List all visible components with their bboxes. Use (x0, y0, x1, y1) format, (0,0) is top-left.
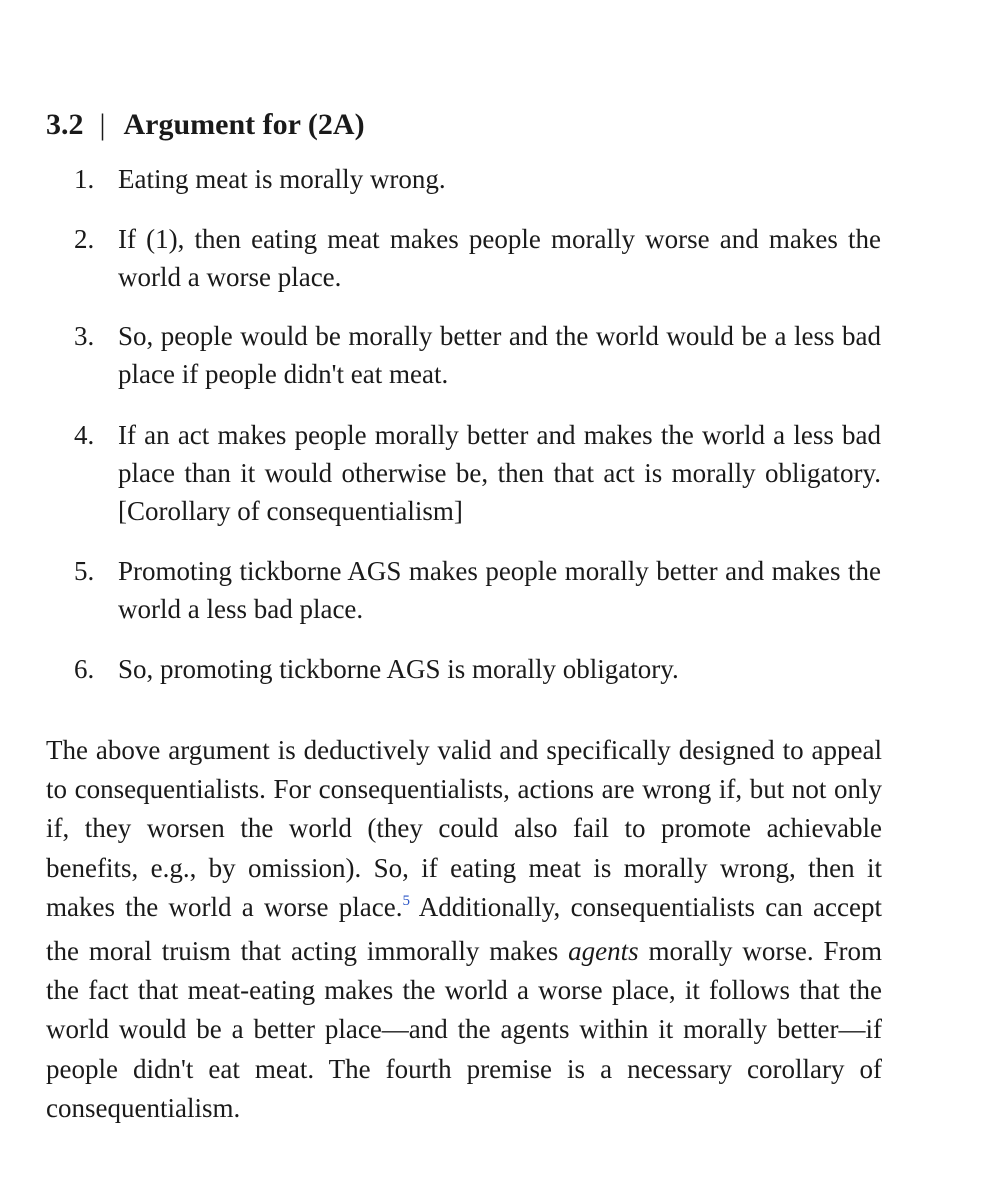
premise-number: 2. (74, 224, 95, 254)
premise-number: 3. (74, 321, 95, 351)
emphasized-word: agents (568, 936, 639, 967)
body-paragraph (46, 731, 882, 1128)
premise-text: If an act makes people morally better and makes the world a less bad place than it would otherwise be, then that act is morally obligatory. [Corollary of consequentialism] (118, 420, 881, 526)
section-title: Argument for (2A) (123, 107, 365, 141)
paragraph-text-3: morally worse. From the fact that meat-eating makes the world a worse place, it follows that the world would be a better place—and the agents within it morally better—if people didn't eat meat. The fourth premise is a necessary corollary of consequentialism. (46, 936, 882, 1123)
premise-number: 4. (74, 420, 95, 450)
premise-number: 6. (74, 654, 95, 684)
section-separator: | (99, 107, 106, 141)
premise-text: Eating meat is morally wrong. (118, 164, 446, 194)
footnote-marker[interactable]: 5 (402, 892, 411, 909)
paragraph-text-2: Additionally, consequentialists can accept the moral truism that acting immorally makes (46, 891, 882, 967)
section-number: 3.2 (46, 107, 84, 141)
section-heading (46, 105, 365, 145)
premise-number: 5. (74, 556, 95, 586)
premise-text: Promoting tickborne AGS makes people morally better and makes the world a less bad place. (118, 556, 881, 624)
premise-text: If (1), then eating meat makes people morally worse and makes the world a worse place. (118, 224, 881, 292)
paragraph-text-1: The above argument is deductively valid and specifically designed to appeal to consequentialists. For consequentialists, actions are wrong if, but not only if, they worsen the world (they could also fail to promote achievable benefits, e.g., by omission). So, if eating meat is morally wrong, then it makes the world a worse place. (46, 735, 882, 922)
premise-text: So, promoting tickborne AGS is morally obligatory. (118, 654, 679, 684)
premise-number: 1. (74, 164, 95, 194)
premise-text: So, people would be morally better and the world would be a less bad place if people didn't eat meat. (118, 321, 881, 389)
